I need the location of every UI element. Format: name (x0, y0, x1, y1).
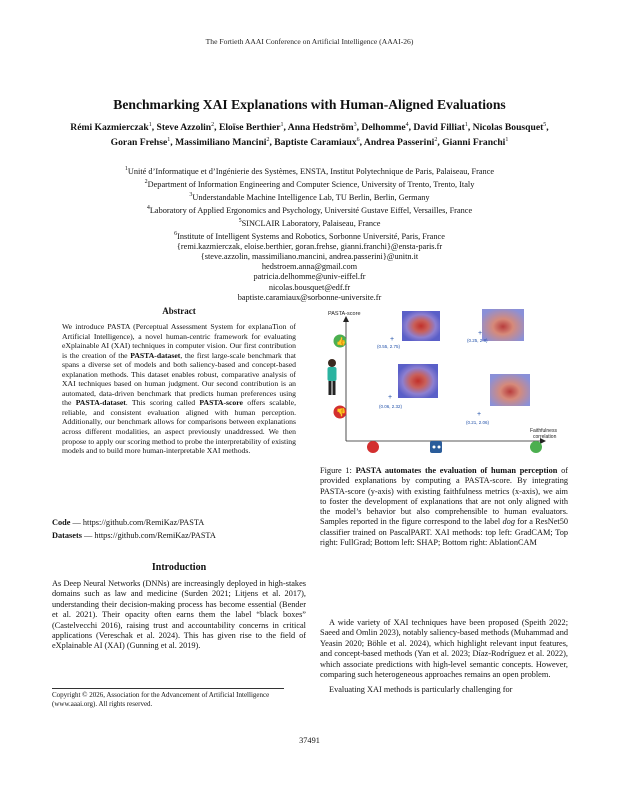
page-number: 37491 (299, 736, 320, 745)
datasets-link[interactable]: — https://github.com/RemiKaz/PASTA (81, 531, 216, 540)
author-affiliation-mark: 2 (211, 122, 215, 128)
author-name: Eloïse Berthier (218, 122, 281, 134)
introduction-body: As Deep Neural Networks (DNNs) are increasingly deployed in high-stakes domains such as law and medicine (Surden 2021; Litjens et al. 2017), understanding their decision-making process has become essential (Bender et al. 2021). Their opacity often earns them the label “black boxes” (Castelvecchi 2016), raising trust and accountability concerns in critical applications (Vereschak et al. 2024). This has given rise to the field of eXplainable AI (XAI) (Gunning et al. 2019). (52, 579, 306, 651)
introduction-heading: Introduction (151, 562, 207, 573)
paragraph: Evaluating XAI methods is particularly challenging for (329, 685, 513, 695)
svg-text:👍: 👍 (336, 337, 347, 346)
author-affiliation-mark: 1 (464, 122, 468, 128)
point-ablationcam (466, 411, 490, 425)
author-affiliation-mark: 4 (405, 122, 409, 128)
email-line[interactable]: {remi.kazmierczak, eloise.berthier, goran.frehse, gianni.franchi}@ensta-paris.fr (176, 241, 443, 251)
svg-text:👎: 👎 (336, 408, 347, 417)
point-label-gradcam: (0.55, 2.75) (377, 344, 401, 349)
thumb-ablationcam (490, 374, 530, 406)
author-name: Massimiliano Mancini (175, 137, 267, 149)
thumb-shap (398, 364, 438, 398)
point-label-shap: (0.06, 2.32) (379, 404, 403, 409)
author-affiliation-mark: 5 (543, 122, 547, 128)
affiliation-line: $^6$Institute of Intelligent Systems and Robotics, Sorbonne Université, Paris, France (174, 230, 445, 241)
x-axis-label-line1: Faithfulness (530, 428, 557, 434)
point-label-ablationcam: (0.21, 2.06) (466, 420, 490, 425)
author-affiliation-mark: 6 (356, 137, 360, 144)
email-line[interactable]: hedstroem.anna@gmail.com (261, 262, 358, 272)
affiliation-line: $^2$Department of Information Engineering and Computer Science, University of Trento, Trento, Italy (144, 178, 475, 189)
person-icon (328, 359, 337, 395)
author-name: Steve Azzolin (156, 122, 212, 134)
datasets-label: Datasets (52, 531, 82, 540)
y-axis-label: PASTA-score (328, 311, 361, 317)
email-line[interactable]: {steve.azzolin, massimiliano.mancini, andrea.passerini}@unitn.it (200, 252, 419, 262)
author-name: Baptiste Caramiaux (274, 137, 357, 149)
thumbs-down-icon (334, 406, 347, 419)
svg-text:+: + (477, 411, 482, 418)
paragraph: A wide variety of XAI techniques have been proposed (Speith 2022; Saeed and Omlin 2023), notably saliency-based methods (Muhammad and Yeasin 2020; Böhle et al. 2024), which highlight relevant input features, and concept-based methods (Yan et al. 2023; Díaz-Rodríguez et al. 2022), which associate predictions with high-level semantic concepts. However, comparing such heterogeneous approaches remains an open problem. (320, 618, 568, 680)
code-link[interactable]: — https://github.com/RemiKaz/PASTA (70, 518, 205, 527)
author-affiliation-mark: 1 (505, 137, 509, 144)
author-affiliation-mark: 3 (353, 122, 357, 128)
x-axis-label-line2: correlation (533, 434, 557, 440)
email-line[interactable]: baptiste.caramiaux@sorbonne-universite.fr (237, 292, 382, 302)
conference-header: The Fortieth AAAI Conference on Artificial Intelligence (AAAI-26) (205, 37, 414, 46)
author-name: David Filliat (413, 122, 465, 134)
paper-title: Benchmarking XAI Explanations with Human-Aligned Evaluations (113, 97, 506, 112)
thumb-fullgrad (482, 309, 524, 341)
copyright-notice: Copyright © 2026, Association for the Advancement of Artificial Intelligence (www.aaai.org). All rights reserved. (52, 688, 284, 708)
svg-text:+: + (390, 336, 395, 343)
thumbs-down-icon-x (367, 441, 379, 453)
thumbs-up-icon-x (530, 441, 542, 453)
affiliation-line: $^5$SINCLAIR Laboratory, Palaiseau, France (238, 217, 381, 228)
author-affiliation-mark: 1 (148, 122, 152, 128)
author-name: Anna Hedström (287, 122, 354, 134)
resource-links (52, 516, 306, 542)
author-name: Rémi Kazmierczak (70, 122, 149, 134)
author-name: Nicolas Bousquet (472, 122, 544, 134)
author-name: Goran Frehse (110, 137, 168, 149)
figure-caption: Figure 1: PASTA automates the evaluation of human perception of provided explanations by computing a PASTA-score. By integrating PASTA-score (y-axis) with existing faithfulness metrics (x-axis), we aim to foster the development of explanations that are not only aligned with the model’s behavior but also comprehensible to human evaluators. Samples reported in the figure correspond to the label dog for a ResNet50 classifier trained on PascalPART. XAI methods: top left: GradCAM; Top right: FullGrad; Bottom left: SHAP; Bottom right: AblationCAM (320, 466, 568, 548)
author-affiliation-mark: 1 (167, 137, 171, 144)
thumbs-up-icon (334, 335, 347, 348)
affiliation-line: $^1$Unité d’Informatique et d’Ingénierie des Systèmes, ENSTA, Institut Polytechnique de Paris, Palaiseau, France (124, 166, 495, 176)
robot-icon (430, 441, 442, 453)
email-line[interactable]: nicolas.bousquet@edf.fr (268, 282, 351, 292)
point-label-fullgrad: (0.25, 2.8) (467, 338, 488, 343)
right-column-body (320, 618, 568, 701)
point-gradcam (377, 336, 401, 349)
affiliation-line: $^4$Laboratory of Applied Ergonomics and Psychology, Université Gustave Eiffel, Versailles, France (146, 204, 473, 215)
abstract-body: We introduce PASTA (Perceptual Assessment System for explanaTion of Artificial Intelligence), a novel human-centric framework for evaluating eXplainable AI (XAI) techniques in computer vision. Our first contribution is the creation of the PASTA-dataset, the first large-scale benchmark that spans a diverse set of models and both saliency-based and concept-based explanation methods. This dataset enables robust, comparative analysis of XAI techniques based on human judgment. Our second contribution is an automated, data-driven benchmark that predicts human preferences using the PASTA-dataset. This scoring called PASTA-score offers scalable, reliable, and consistent evaluation aligned with human perception. Additionally, our benchmark allows for comparisons between explanations across different modalities, an aspect previously unaddressed. We then propose to apply our scoring method to probe the interpretability of existing models and to build more human-interpretable XAI methods. (62, 322, 296, 456)
figure-1 (320, 306, 570, 461)
email-line[interactable]: patricia.delhomme@univ-eiffel.fr (253, 272, 366, 282)
author-affiliation-mark: 2 (266, 137, 270, 144)
author-name: Gianni Franchi (442, 137, 506, 149)
author-name: Delhomme (361, 122, 406, 134)
thumb-gradcam (402, 311, 440, 341)
svg-text:+: + (388, 394, 393, 401)
author-affiliation-mark: 1 (280, 122, 284, 128)
affiliation-line: $^3$Understandable Machine Intelligence Lab, TU Berlin, Berlin, Germany (189, 191, 430, 202)
author-name: Andrea Passerini (363, 137, 435, 149)
svg-text:+: + (478, 330, 483, 337)
author-affiliation-mark: 2 (434, 137, 438, 144)
affiliations (60, 164, 559, 303)
code-label: Code (52, 518, 71, 527)
author-list: Rémi Kazmierczak$^1$, Steve Azzolin$^2$, Eloïse Berthier$^1$, Anna Hedström$^3$, Delhomme$^4$, David Filliat$^1$, Nicolas Bousquet$^5$, Goran Frehse$^1$, Massimiliano Mancini$^2$, Baptiste Caramiaux$^6$, Andrea Passerini$^2$, Gianni Franchi$^1$ (70, 122, 549, 149)
abstract-heading: Abstract (162, 306, 196, 316)
